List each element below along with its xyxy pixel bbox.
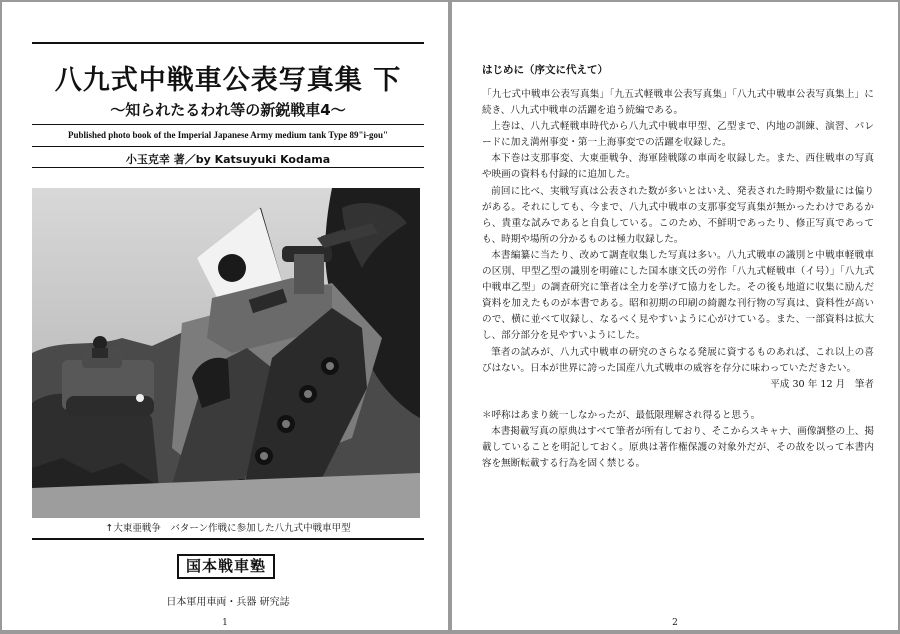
book-title: 八九式中戦車公表写真集 下 <box>54 65 402 96</box>
page-number-left: 1 <box>222 618 228 628</box>
publisher-stamp: 国本戦車塾 <box>177 554 275 579</box>
author-rule-top <box>32 146 424 147</box>
tank-photo <box>32 188 420 518</box>
notes-block <box>482 408 874 472</box>
note-line: ＊呼称はあまり統一しなかったが、最低限理解され得ると思う。 <box>482 410 761 421</box>
date-signature: 平成 30 年 12 月 筆者 <box>770 379 874 390</box>
preface-body <box>482 87 874 377</box>
preface-paragraph: 前回に比べ、実戦写真は公表された数が多いとはいえ、発表された時期や数量には偏りがある。それにしても、今まで、八九式中戦車の支那事変写真集が無かったわけであるから、貴重な試みであると自負している。このため、不鮮明であったり、修正写真であっても、時期や場所の分かるものは極力収録した。 <box>482 185 874 245</box>
preface-paragraph: 本下巻は支那事変、大東亜戦争、海軍陸戦隊の車両を収録した。また、西住戦車の写真や映画の資料も付録的に追加した。 <box>482 153 874 181</box>
preface-paragraph: 「九七式中戦車公表写真集」「九五式軽戦車公表写真集」「八九式中戦車公表写真集上」に続き、八九式中戦車の活躍を追う続編である。 <box>482 89 874 117</box>
left-page <box>2 2 448 630</box>
right-page <box>452 2 898 630</box>
author-line: 小玉克幸 著／by Katsuyuki Kodama <box>125 153 331 166</box>
page-number-right: 2 <box>672 618 678 628</box>
top-rule <box>32 42 424 44</box>
preface-heading: はじめに（序文に代えて） <box>482 64 608 76</box>
preface-paragraph: 筆者の試みが、八九式中戦車の研究のさらなる発展に資するものあれば、これ以上の喜びはない。日本が世界に誇った国産八九式戦車の威容を存分に味わっていただきたい。 <box>482 346 874 374</box>
photo-caption: ↑大東亜戦争 バターン作戦に参加した八九式中戦車甲型 <box>105 523 351 534</box>
preface-paragraph: 本書編纂に当たり、改めて調査収集した写真は多い。八九式戦車の識別と中戦車軽戦車の区別、甲型乙型の識別を明確にした国本康文氏の労作「八九式軽戦車（イ号）」「八九式中戦車乙型」の調査研究に筆者は全力を挙げて協力をした。その後も地道に収集に励んだ資料を加えたものが本書である。昭和初期の印刷の綺麗な刊行物の写真は、資料性が高いので、横に並べて収録し、なるべく見やすいように心がけている。また、一部資料は拡大し、部分部分を見やすいようにした。 <box>482 249 874 342</box>
preface-paragraph: 上巻は、八九式軽戦車時代から八九式中戦車甲型、乙型まで、内地の訓練、演習、パレードに加え満州事変・第一上海事変での活躍を収録した。 <box>482 121 874 149</box>
series-label: 日本軍用車両・兵器 研究誌 <box>166 597 290 608</box>
english-title: Published photo book of the Imperial Japanese Army medium tank Type 89"i-gou" <box>68 130 388 140</box>
bottom-rule <box>32 538 424 540</box>
book-subtitle: 〜知られたるわれ等の新鋭戦車4〜 <box>110 101 346 119</box>
note-line: 本書掲載写真の原典はすべて筆者が所有しており、そこからスキャナ、画像調整の上、掲載していることを明記しておく。原典は著作権保護の対象外だが、その故を以って本書内容を無断転載する行為を固く禁じる。 <box>482 426 874 470</box>
author-rule-bottom <box>32 167 424 168</box>
title-rule <box>32 124 424 125</box>
